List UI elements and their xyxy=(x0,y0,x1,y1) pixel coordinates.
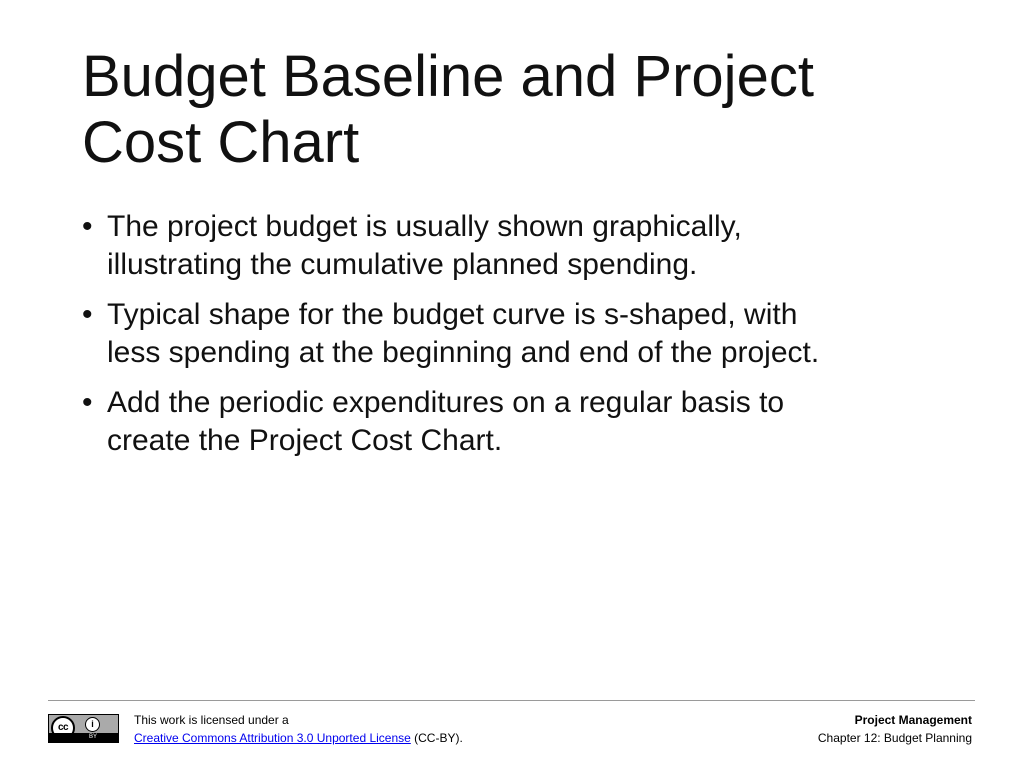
bullet-line: create the Project Cost Chart. xyxy=(107,424,503,457)
creative-commons-by-icon[interactable] xyxy=(48,714,119,743)
bullet-item xyxy=(82,296,962,372)
badge-by-label: BY xyxy=(88,734,97,740)
course-info xyxy=(818,711,972,747)
bullet-line: Add the periodic expenditures on a regular basis to xyxy=(107,386,785,419)
license-notice xyxy=(134,711,463,747)
course-title: Project Management xyxy=(854,713,972,727)
bullet-list xyxy=(82,208,962,472)
license-line: This work is licensed under a xyxy=(134,713,289,727)
bullet-line: illustrating the cumulative planned spending. xyxy=(107,248,698,281)
bullet-marker: • xyxy=(82,298,93,331)
chapter-label: Chapter 12: Budget Planning xyxy=(817,731,972,745)
cc-logo-icon: cc xyxy=(51,716,75,740)
title-line-2: Cost Chart xyxy=(82,110,360,175)
bullet-line: Typical shape for the budget curve is s-shaped, with xyxy=(107,298,798,331)
bullet-text xyxy=(107,296,962,372)
bullet-item xyxy=(82,384,962,460)
bullet-marker: • xyxy=(82,210,93,243)
license-line-2 xyxy=(134,729,463,747)
title-line-1: Budget Baseline and Project xyxy=(82,44,814,109)
footer-divider xyxy=(48,700,975,701)
bullet-marker: • xyxy=(82,386,93,419)
license-link[interactable]: Creative Commons Attribution 3.0 Unported License xyxy=(134,731,411,745)
bullet-line: The project budget is usually shown graphically, xyxy=(107,210,742,243)
bullet-item xyxy=(82,208,962,284)
slide-title xyxy=(82,44,942,176)
license-suffix: (CC-BY). xyxy=(410,731,463,745)
bullet-text xyxy=(107,384,962,460)
bullet-text xyxy=(107,208,962,284)
attribution-person-icon: i xyxy=(85,717,100,732)
bullet-line: less spending at the beginning and end of the project. xyxy=(107,336,820,369)
